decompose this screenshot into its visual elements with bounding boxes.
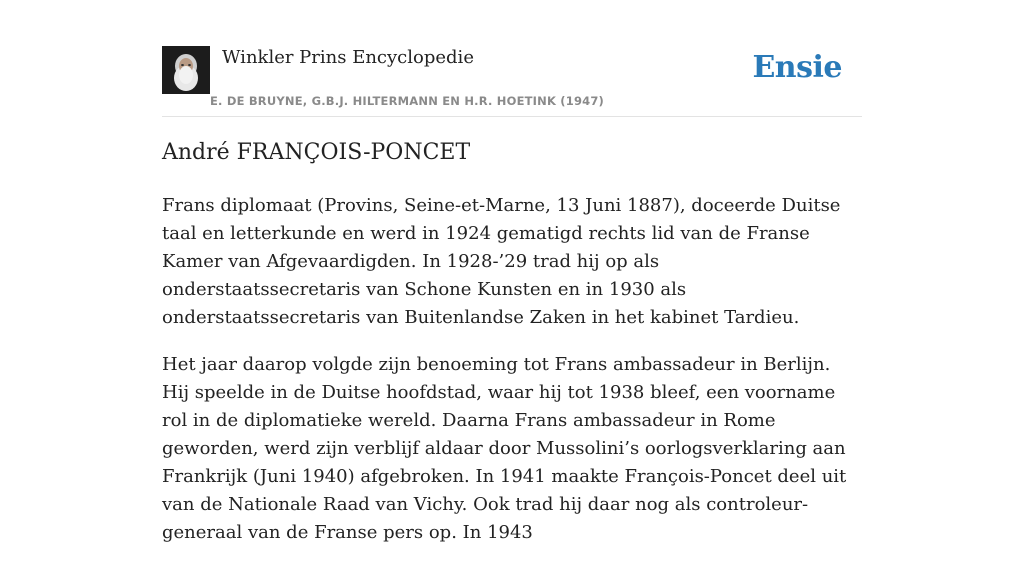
author-avatar[interactable] <box>162 46 210 94</box>
site-header <box>162 44 862 117</box>
article-paragraph: Het jaar daarop volgde zijn benoeming tot Frans ambassadeur in Berlijn. Hij speelde in de Duitse hoofdstad, waar hij tot 1938 bleef, een voorname rol in de diplomatieke wereld. Daarna Frans ambassadeur in Rome geworden, werd zijn verblijf aldaar door Mussolini’s oorlogsverklaring aan Frankrijk (Juni 1940) afgebroken. In 1941 maakte François-Poncet deel uit van de Nationale Raad van Vichy. Ook trad hij daar nog als controleur-generaal van de Franse pers op. In 1943 <box>162 354 847 543</box>
authors-line: E. DE BRUYNE, G.B.J. HILTERMANN EN H.R. HOETINK (1947) <box>210 94 605 108</box>
ensie-logo[interactable]: Ensie <box>752 50 842 85</box>
article-paragraph: Frans diplomaat (Provins, Seine-et-Marne, 13 Juni 1887), doceerde Duitse taal en letterkunde en werd in 1924 gematigd rechts lid van de Franse Kamer van Afgevaardigden. In 1928-’29 trad hij op als onderstaatssecretaris van Schone Kunsten en in 1930 als onderstaatssecretaris van Buitenlandse Zaken in het kabinet Tardieu. <box>162 195 841 328</box>
portrait-icon <box>162 46 210 94</box>
article-title: André FRANÇOIS-PONCET <box>162 140 471 165</box>
site-title[interactable]: Winkler Prins Encyclopedie <box>222 47 474 68</box>
article-body <box>162 192 862 566</box>
